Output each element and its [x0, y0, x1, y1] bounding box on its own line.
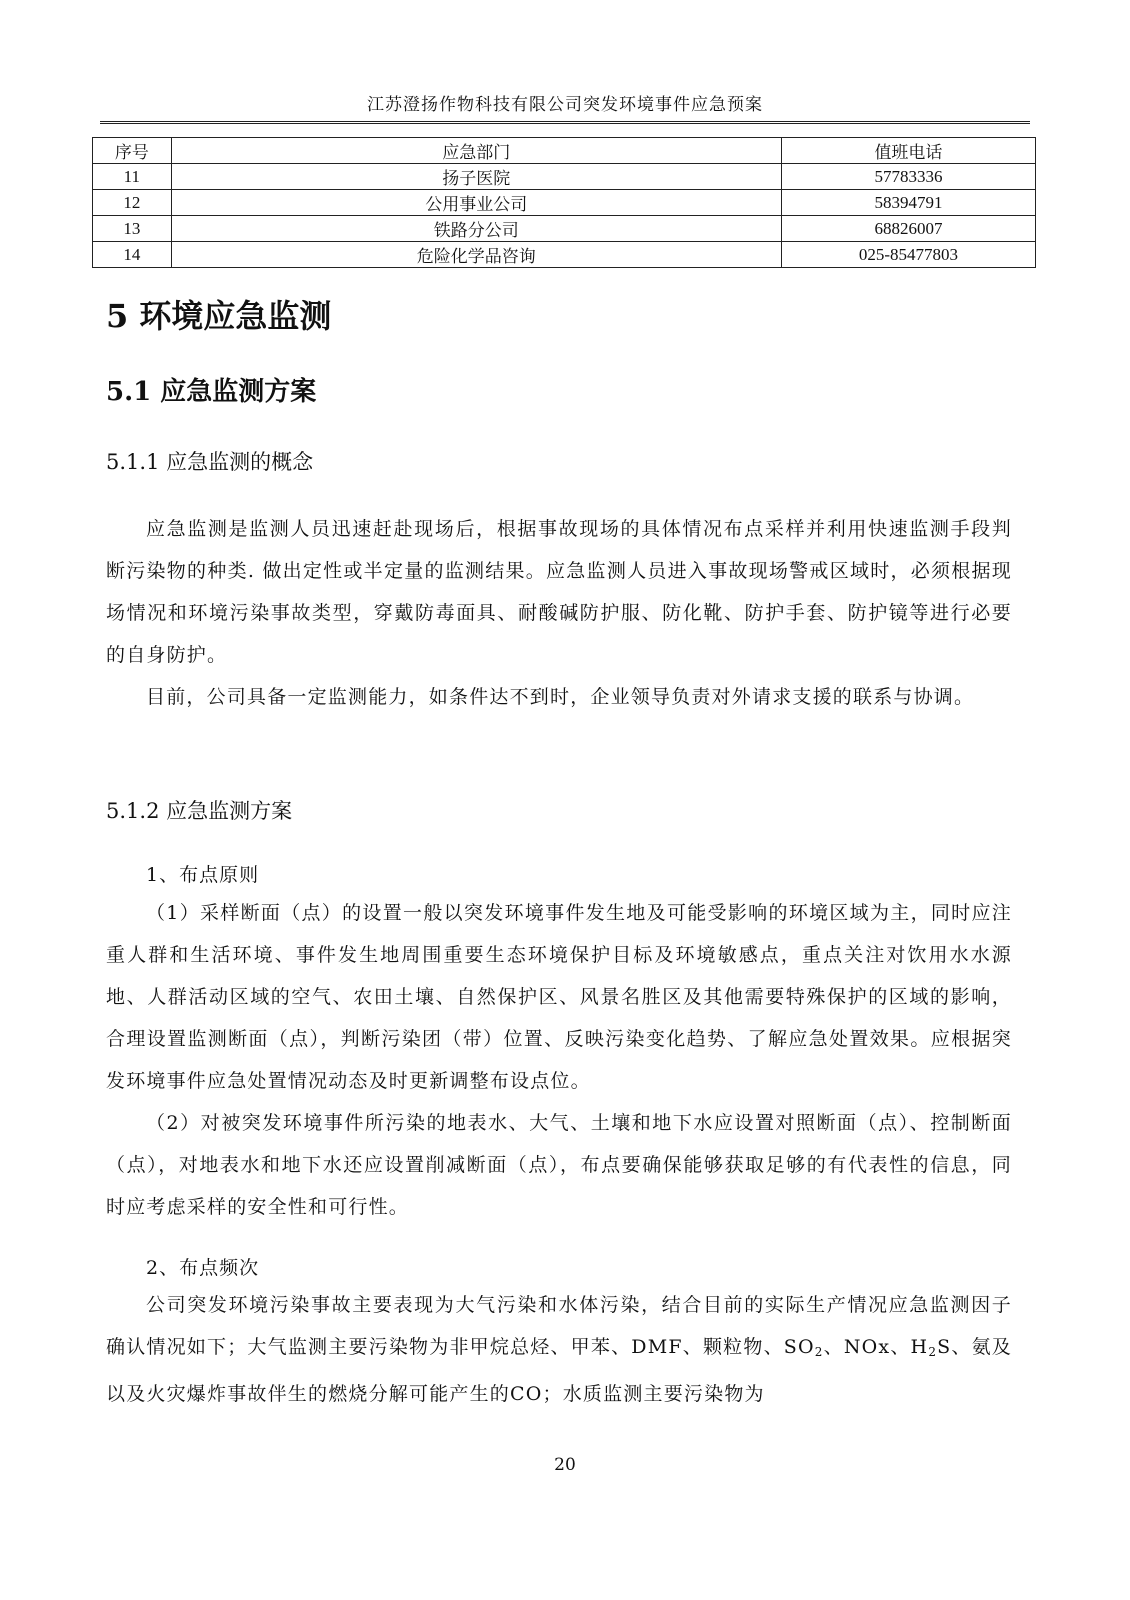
paragraph-monitoring-concept: 应急监测是监测人员迅速赶赴现场后，根据事故现场的具体情况布点采样并利用快速监测手段判断污染物的种类. 做出定性或半定量的监测结果。应急监测人员进入事故现场警戒区域时，必须根据现场情况和环境污染事故类型，穿戴防毒面具、耐酸碱防护服、防化靴、防护手套、防护镜等进行必要的自身防护。 — [106, 518, 1012, 666]
factors-text-part2: 、NOx、H — [823, 1336, 929, 1358]
row-index: 13 — [93, 216, 172, 242]
subscript-so2: 2 — [814, 1345, 824, 1359]
row-index: 14 — [93, 242, 172, 268]
header-rule — [100, 121, 1030, 124]
subscript-h2s: 2 — [928, 1345, 938, 1359]
row-phone: 57783336 — [781, 164, 1035, 190]
row-department: 铁路分公司 — [171, 216, 781, 242]
row-department: 危险化学品咨询 — [171, 242, 781, 268]
row-phone: 025-85477803 — [781, 242, 1035, 268]
table-row — [93, 242, 1036, 268]
row-index: 12 — [93, 190, 172, 216]
paragraph-control-sections: （2）对被突发环境事件所污染的地表水、大气、土壤和地下水应设置对照断面（点）、控制断面（点），对地表水和地下水还应设置削减断面（点），布点要确保能够获取足够的有代表性的信息，同时应考虑采样的安全性和可行性。 — [106, 1112, 1012, 1218]
row-department: 扬子医院 — [171, 164, 781, 190]
list-item-frequency: 2、布点频次 — [146, 1257, 260, 1279]
row-index: 11 — [93, 164, 172, 190]
chapter-heading: 5 环境应急监测 — [106, 297, 332, 335]
page-number: 20 — [554, 1455, 576, 1475]
table-row — [93, 216, 1036, 242]
column-header-index: 序号 — [93, 138, 172, 164]
section-heading: 5.1 应急监测方案 — [106, 377, 317, 407]
running-header: 江苏澄扬作物科技有限公司突发环境事件应急预案 — [367, 95, 763, 115]
contact-table — [92, 137, 1036, 268]
table-row — [93, 164, 1036, 190]
row-phone: 68826007 — [781, 216, 1035, 242]
column-header-phone: 值班电话 — [781, 138, 1035, 164]
table-row — [93, 190, 1036, 216]
table-header-row — [93, 138, 1036, 164]
paragraph-sampling-sections: （1）采样断面（点）的设置一般以突发环境事件发生地及可能受影响的环境区域为主，同时应注重人群和生活环境、事件发生地周围重要生态环境保护目标及环境敏感点，重点关注对饮用水水源地、人群活动区域的空气、农田土壤、自然保护区、风景名胜区及其他需要特殊保护的区域的影响，合理设置监测断面（点），判断污染团（带）位置、反映污染变化趋势、了解应急处置效果。应根据突发环境事件应急处置情况动态及时更新调整布设点位。 — [106, 902, 1012, 1092]
column-header-department: 应急部门 — [171, 138, 781, 164]
subsection-heading-plan: 5.1.2 应急监测方案 — [106, 799, 293, 823]
paragraph-monitoring-capability: 目前，公司具备一定监测能力，如条件达不到时，企业领导负责对外请求支援的联系与协调。 — [146, 686, 975, 708]
list-item-layout-principle: 1、布点原则 — [146, 864, 260, 886]
factors-text-part1: 公司突发环境污染事故主要表现为大气污染和水体污染，结合目前的实际生产情况应急监测因子确认情况如下；大气监测主要污染物为非甲烷总烃、甲苯、DMF、颗粒物、SO — [106, 1294, 1012, 1358]
row-department: 公用事业公司 — [171, 190, 781, 216]
subsection-heading-concept: 5.1.1 应急监测的概念 — [106, 450, 314, 474]
paragraph-monitoring-factors — [106, 1284, 1012, 1415]
row-phone: 58394791 — [781, 190, 1035, 216]
factors-text-part3: S、氨及以及火灾爆炸事故伴生的燃烧分解可能产生的CO；水质监测主要污染物为 — [106, 1336, 1012, 1405]
